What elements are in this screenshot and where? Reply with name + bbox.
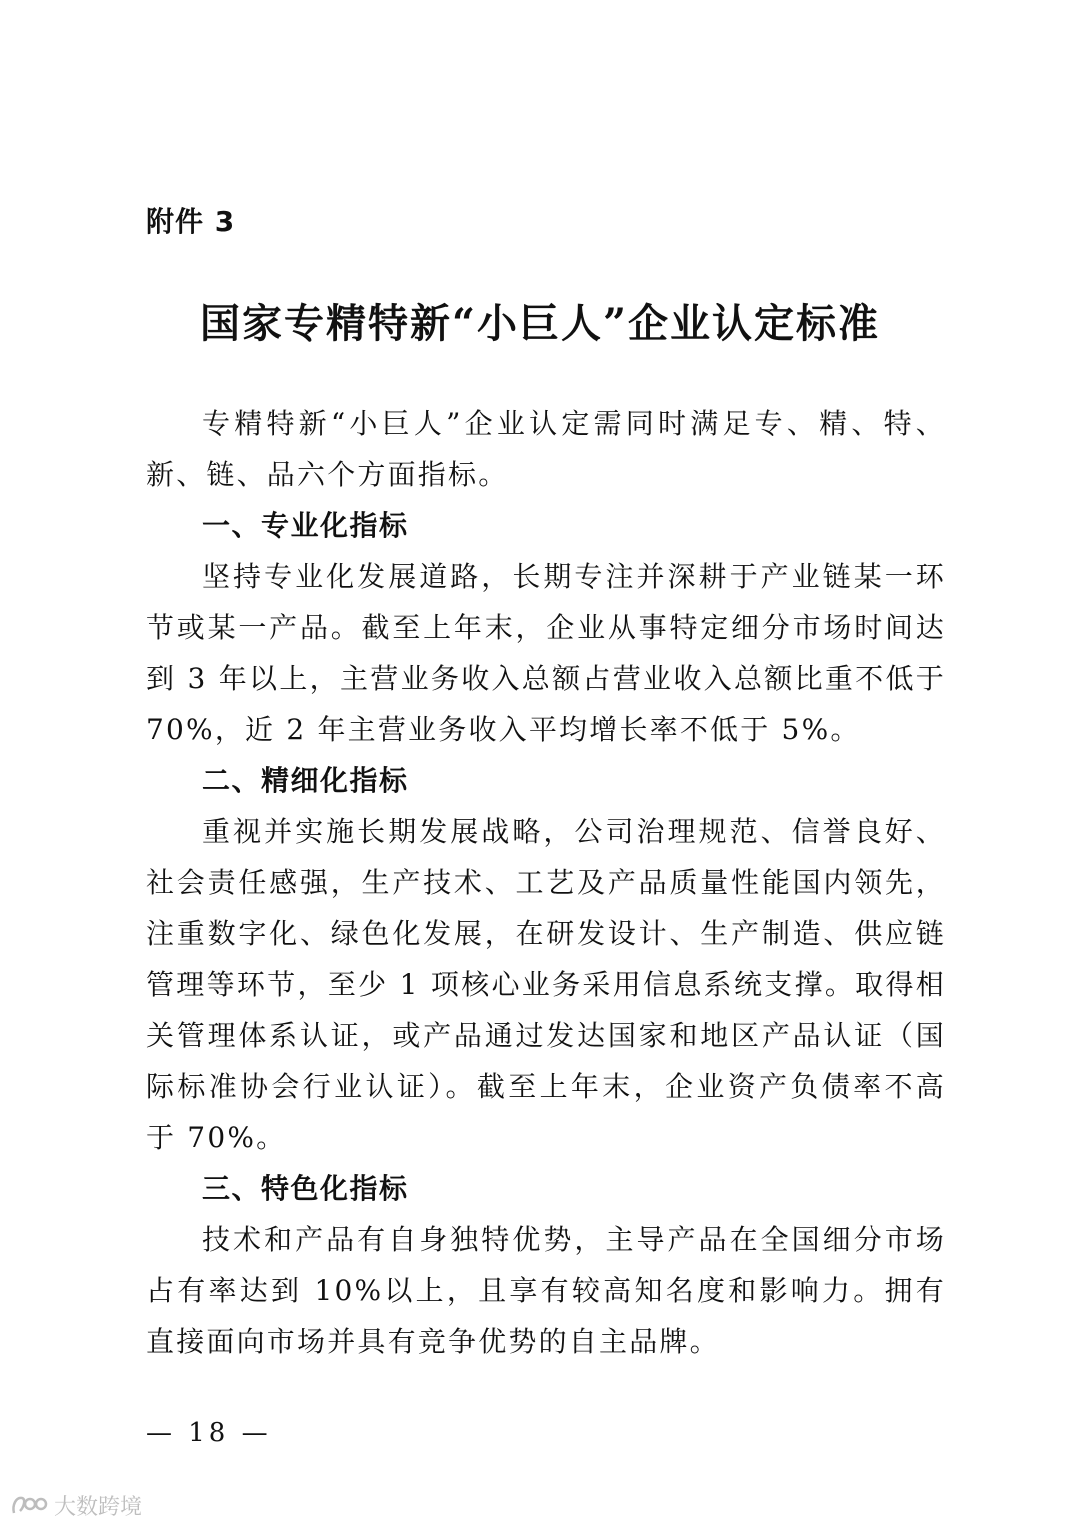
intro-paragraph: 专精特新“小巨人”企业认定需同时满足专、精、特、新、链、品六个方面指标。	[146, 407, 946, 491]
watermark-logo-icon	[10, 1493, 48, 1519]
section-body-distinctiveness: 技术和产品有自身独特优势，主导产品在全国细分市场占有率达到 10%以上，且享有较高知名度和影响力。拥有直接面向市场并具有竞争优势的自主品牌。	[146, 1223, 946, 1358]
attachment-label: 附件 3	[146, 205, 236, 238]
section-body-refinement: 重视并实施长期发展战略，公司治理规范、信誉良好、社会责任感强，生产技术、工艺及产品质量性能国内领先，注重数字化、绿色化发展，在研发设计、生产制造、供应链管理等环节，至少 1 项核心业务采用信息系统支撑。取得相关管理体系认证，或产品通过发达国家和地区产品认证（国际标准协会行业认证）。截至上年末，企业资产负债率不高于 70%。	[146, 815, 946, 1154]
page-number: — 18 —	[146, 1418, 272, 1448]
section-heading-distinctiveness: 三、特色化指标	[202, 1172, 409, 1205]
section-heading-refinement: 二、精细化指标	[202, 764, 409, 797]
document-body	[146, 398, 946, 1367]
section-heading-specialization: 一、专业化指标	[202, 509, 409, 542]
watermark	[10, 1490, 142, 1521]
section-body-specialization: 坚持专业化发展道路，长期专注并深耕于产业链某一环节或某一产品。截至上年末，企业从事特定细分市场时间达到 3 年以上，主营业务收入总额占营业收入总额比重不低于 70%，近 2 年主营业务收入平均增长率不低于 5%。	[146, 560, 946, 746]
document-title: 国家专精特新“小巨人”企业认定标准	[199, 300, 880, 347]
watermark-text: 大数跨境	[54, 1495, 143, 1520]
